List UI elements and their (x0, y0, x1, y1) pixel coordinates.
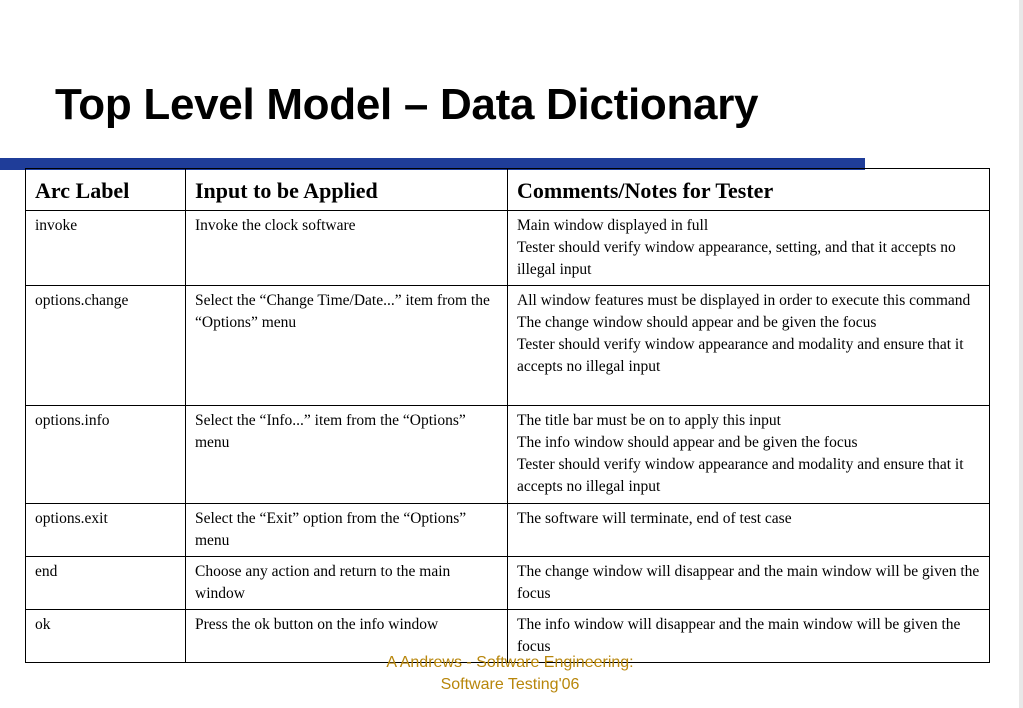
table-row (26, 504, 990, 557)
input-cell: Select the “Exit” option from the “Options” menu (186, 504, 508, 557)
notes-cell (508, 286, 990, 406)
input-cell: Select the “Info...” item from the “Options” menu (186, 406, 508, 504)
table-row (26, 557, 990, 610)
note-line: The info window will disappear and the main window will be given the focus (517, 616, 961, 655)
note-line: The info window should appear and be given the focus (517, 434, 858, 451)
header-arc-label: Arc Label (26, 169, 186, 211)
header-comments: Comments/Notes for Tester (508, 169, 990, 211)
arc-cell: end (26, 557, 186, 610)
arc-cell: options.exit (26, 504, 186, 557)
arc-cell: options.change (26, 286, 186, 406)
notes-cell (508, 211, 990, 286)
input-cell: Choose any action and return to the main window (186, 557, 508, 610)
table-row (26, 286, 990, 406)
note-line: Tester should verify window appearance, setting, and that it accepts no illegal input (517, 239, 956, 278)
note-line: Tester should verify window appearance and modality and ensure that it accepts no illegal input (517, 336, 964, 375)
footer-author: A Andrews - Software Engineering: (386, 654, 634, 671)
note-line: The change window will disappear and the main window will be given the focus (517, 563, 980, 602)
note-line: Tester should verify window appearance and modality and ensure that it accepts no illegal input (517, 456, 964, 495)
note-line: The software will terminate, end of test case (517, 510, 792, 527)
note-line: Main window displayed in full (517, 217, 709, 234)
table-row (26, 406, 990, 504)
header-input: Input to be Applied (186, 169, 508, 211)
notes-cell (508, 406, 990, 504)
page-title: Top Level Model – Data Dictionary (55, 80, 759, 129)
arc-cell: options.info (26, 406, 186, 504)
arc-cell: ok (26, 610, 186, 663)
notes-cell (508, 504, 990, 557)
slide-edge (1019, 0, 1023, 708)
input-cell: Select the “Change Time/Date...” item from the “Options” menu (186, 286, 508, 406)
note-line: The title bar must be on to apply this input (517, 412, 781, 429)
note-line: All window features must be displayed in order to execute this command (517, 292, 971, 309)
note-line: The change window should appear and be given the focus (517, 314, 877, 331)
notes-cell (508, 557, 990, 610)
footer-course: Software Testing'06 (440, 676, 580, 693)
arc-cell: invoke (26, 211, 186, 286)
data-dictionary-table (25, 168, 990, 663)
table-header-row (26, 169, 990, 211)
slide-footer (340, 652, 680, 696)
table-row (26, 211, 990, 286)
input-cell: Invoke the clock software (186, 211, 508, 286)
input-cell: Press the ok button on the info window (186, 610, 508, 663)
